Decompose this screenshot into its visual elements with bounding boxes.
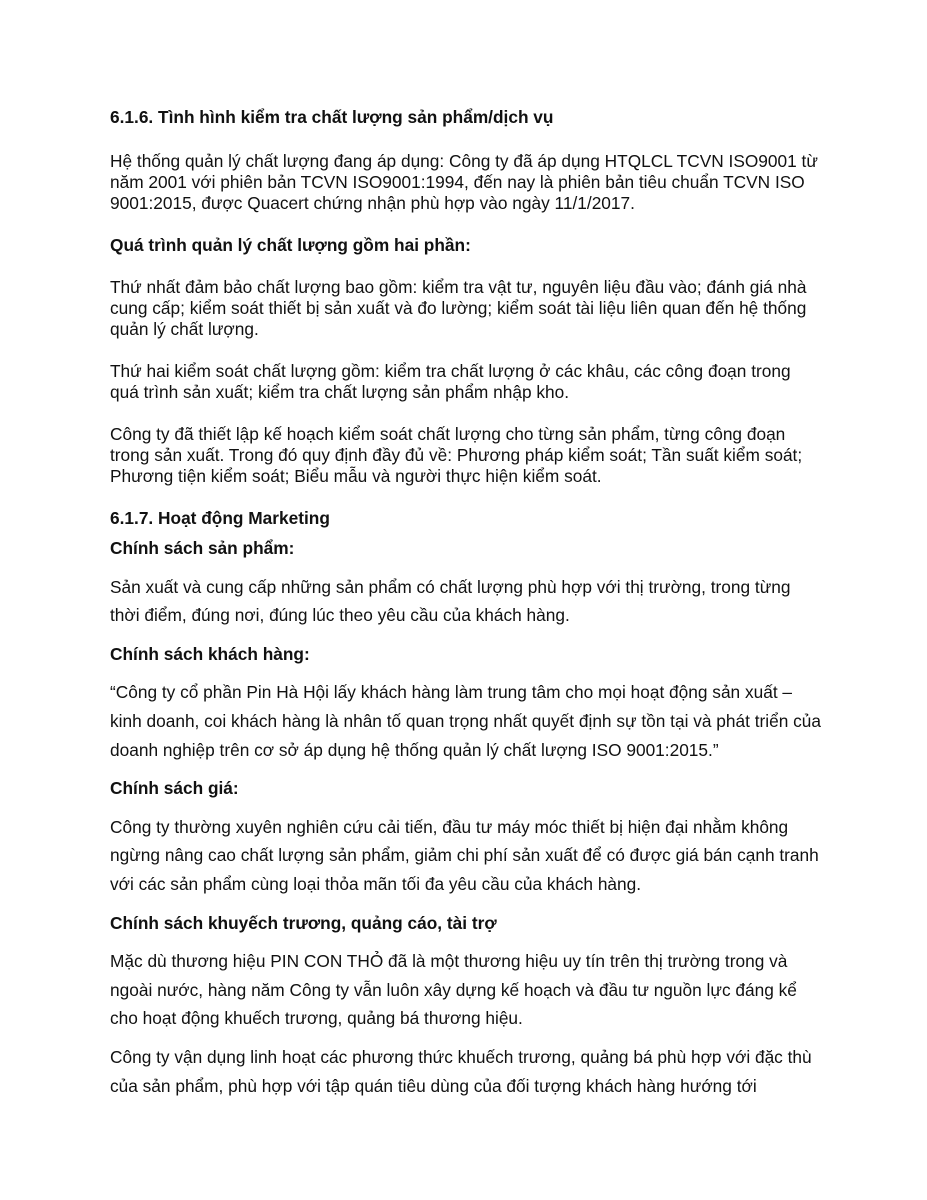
- document-body: [110, 107, 822, 1100]
- paragraph-control-plan: Công ty đã thiết lập kế hoạch kiểm soát chất lượng cho từng sản phẩm, từng công đoạn trong sản xuất. Trong đó quy định đầy đủ về: Phương pháp kiểm soát; Tần suất kiểm soát; Phương tiện kiểm soát; Biểu mẫu và người thực hiện kiểm soát.: [110, 424, 803, 486]
- paragraph-product-policy: Sản xuất và cung cấp những sản phẩm có chất lượng phù hợp với thị trường, trong từng thời điểm, đúng nơi, đúng lúc theo yêu cầu của khách hàng.: [110, 576, 791, 626]
- paragraph-quality-assurance: Thứ nhất đảm bảo chất lượng bao gồm: kiểm tra vật tư, nguyên liệu đầu vào; đánh giá nhà cung cấp; kiểm soát thiết bị sản xuất và đo lường; kiểm soát tài liệu liên quan đến hệ thống quản lý chất lượng.: [110, 277, 807, 339]
- paragraph-customer-policy: “Công ty cổ phần Pin Hà Hội lấy khách hàng làm trung tâm cho mọi hoạt động sản xuất – kinh doanh, coi khách hàng là nhân tố quan trọng nhất quyết định sự tồn tại và phát triển của doanh nghiệp trên cơ sở áp dụng hệ thống quản lý chất lượng ISO 9001:2015.”: [110, 682, 822, 760]
- section-heading-6-1-6: 6.1.6. Tình hình kiểm tra chất lượng sản phẩm/dịch vụ: [110, 107, 554, 127]
- paragraph-promotion-brand: Mặc dù thương hiệu PIN CON THỎ đã là một thương hiệu uy tín trên thị trường trong và ngoài nước, hàng năm Công ty vẫn luôn xây dựng kế hoạch và đầu tư nguồn lực đáng kể cho hoạt động khuếch trương, quảng bá thương hiệu.: [110, 951, 797, 1029]
- paragraph-qms-system: Hệ thống quản lý chất lượng đang áp dụng: Công ty đã áp dụng HTQLCL TCVN ISO9001 từ năm 2001 với phiên bản TCVN ISO9001:1994, đến nay là phiên bản tiêu chuẩn TCVN ISO 9001:2015, được Quacert chứng nhận phù hợp vào ngày 11/1/2017.: [110, 151, 818, 213]
- heading-promotion-policy: Chính sách khuyếch trương, quảng cáo, tài trợ: [110, 912, 497, 933]
- heading-customer-policy: Chính sách khách hàng:: [110, 643, 310, 664]
- heading-price-policy: Chính sách giá:: [110, 778, 239, 799]
- paragraph-price-policy: Công ty thường xuyên nghiên cứu cải tiến, đầu tư máy móc thiết bị hiện đại nhằm không ngừng nâng cao chất lượng sản phẩm, giảm chi phí sản xuất để có được giá bán cạnh tranh với các sản phẩm cùng loại thỏa mãn tối đa yêu cầu của khách hàng.: [110, 816, 819, 894]
- paragraph-promotion-methods: Công ty vận dụng linh hoạt các phương thức khuếch trương, quảng bá phù hợp với đặc thù của sản phẩm, phù hợp với tập quán tiêu dùng của đối tượng khách hàng hướng tới: [110, 1046, 812, 1096]
- heading-product-policy: Chính sách sản phẩm:: [110, 538, 295, 558]
- heading-qm-process: Quá trình quản lý chất lượng gồm hai phần:: [110, 235, 471, 255]
- section-heading-6-1-7: 6.1.7. Hoạt động Marketing: [110, 508, 330, 528]
- paragraph-quality-control: Thứ hai kiểm soát chất lượng gồm: kiểm tra chất lượng ở các khâu, các công đoạn trong quá trình sản xuất; kiểm tra chất lượng sản phẩm nhập kho.: [110, 361, 791, 402]
